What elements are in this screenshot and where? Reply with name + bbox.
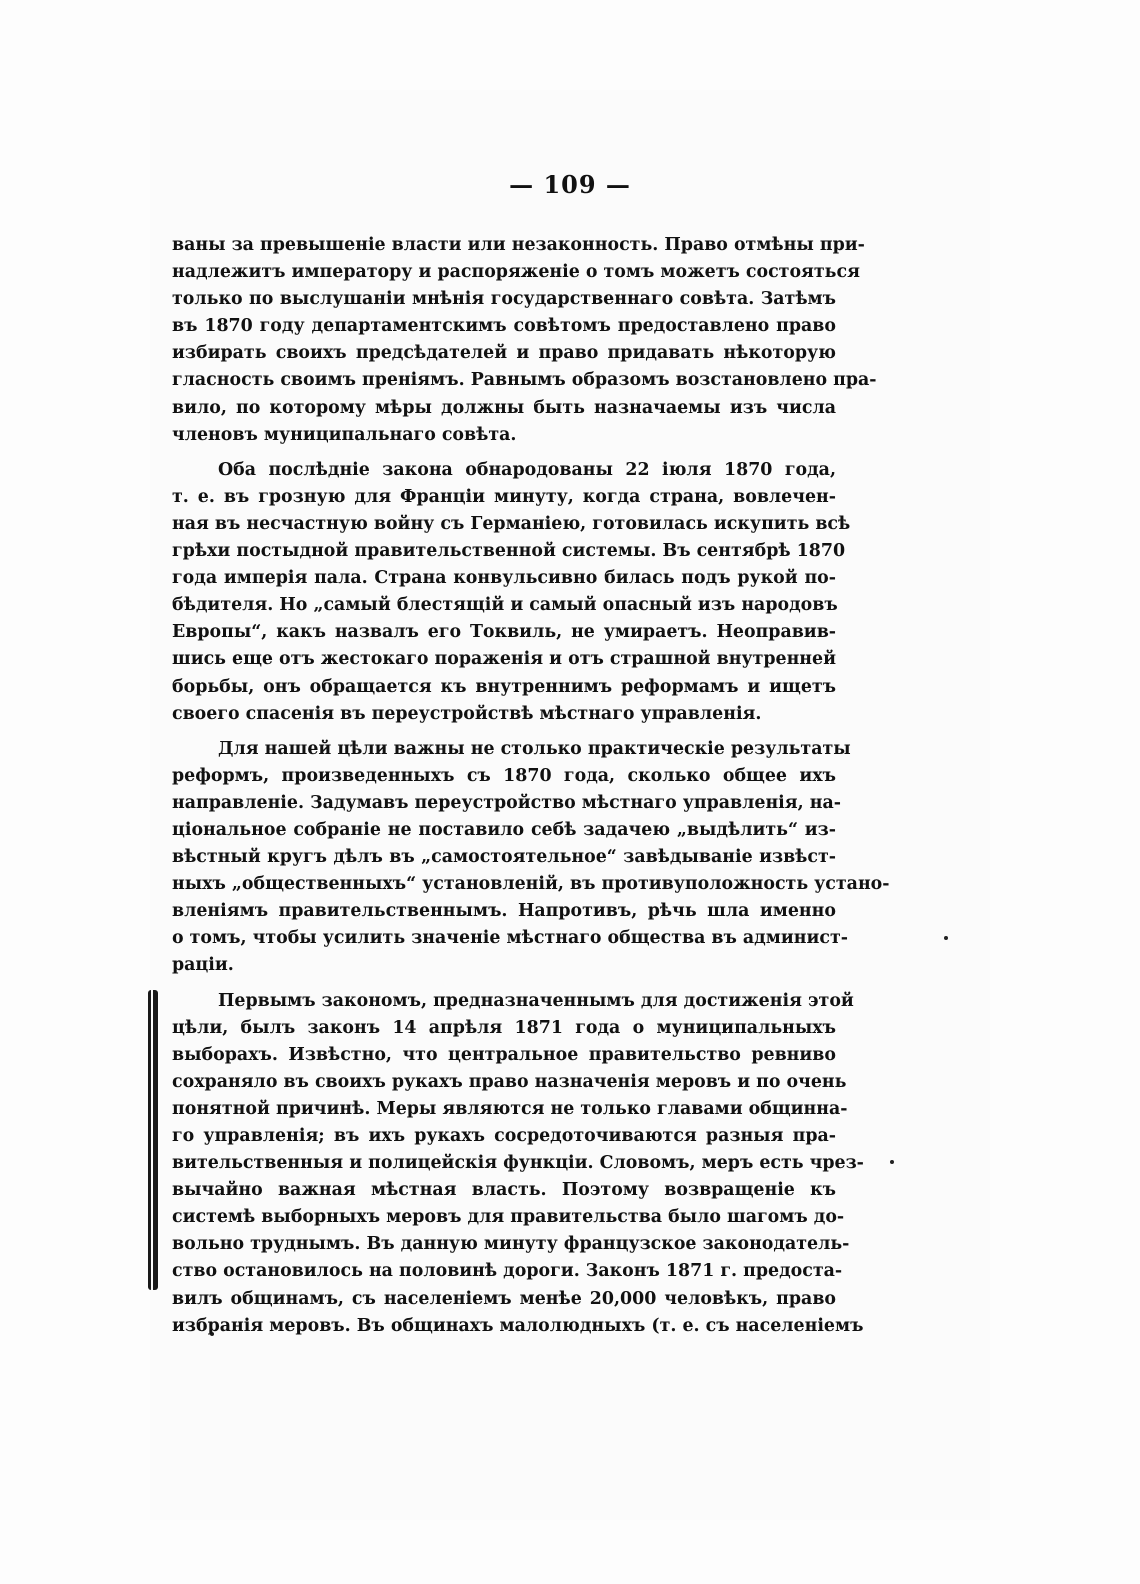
text-line: вычайно важная мѣстная власть. Поэтому возвращеніе къ	[172, 1180, 836, 1201]
text-line: ная въ несчастную войну съ Германіею, готовилась искупить всѣ	[172, 513, 851, 534]
text-line: о томъ, чтобы усилить значеніе мѣстнаго общества въ админист-	[172, 928, 848, 949]
text-line: выборахъ. Извѣстно, что центральное правительство ревниво	[172, 1044, 836, 1065]
text-line: грѣхи постыдной правительственной системы. Въ сентябрѣ 1870	[172, 541, 846, 562]
text-line: борьбы, онъ обращается къ внутреннимъ реформамъ и ищетъ	[172, 676, 836, 697]
text-line: направленіе. Задумавъ переустройство мѣстнаго управленія, на-	[172, 792, 841, 813]
text-line: Европы“, какъ назвалъ его Токвиль, не умираетъ. Неоправив-	[172, 622, 836, 643]
text-line: надлежитъ императору и распоряженіе о томъ можетъ состояться	[172, 262, 860, 283]
text-line: своего спасенія въ переустройствѣ мѣстнаго управленія.	[172, 703, 762, 724]
text-line: вѣстный кругъ дѣлъ въ „самостоятельное“ завѣдываніе извѣст-	[172, 847, 836, 868]
paragraph-gap	[172, 980, 836, 988]
text-line: шись еще отъ жестокаго пораженія и отъ страшной внутренней	[172, 649, 837, 670]
margin-ink-mark	[148, 990, 158, 1290]
text-line: только по выслушаніи мнѣнія государственнаго совѣта. Затѣмъ	[172, 289, 836, 310]
body-text	[172, 232, 890, 1340]
text-line: ваны за превышеніе власти или незаконность. Право отмѣны при-	[172, 235, 865, 255]
ink-speck	[944, 936, 948, 940]
paragraph-gap	[172, 728, 836, 736]
text-line: ныхъ „общественныхъ“ установленій, въ противуположность устано-	[172, 874, 890, 895]
text-line: вило, по которому мѣры должны быть назначаемы изъ числа	[172, 397, 836, 418]
text-line: ціональное собраніе не поставило себѣ задачею „выдѣлить“ из-	[172, 819, 836, 840]
text-line: вольно труднымъ. Въ данную минуту французское законодатель-	[172, 1234, 850, 1255]
text-line: Для нашей цѣли важны не столько практическіе результаты	[218, 738, 851, 759]
text-line: ство остановилось на половинѣ дороги. Законъ 1871 г. предоста-	[172, 1261, 843, 1282]
text-line: членовъ муниципальнаго совѣта.	[172, 424, 517, 445]
text-line: го управленія; въ ихъ рукахъ сосредоточиваются разныя пра-	[172, 1126, 836, 1146]
text-line: года имперія пала. Страна конвульсивно билась подъ рукой по-	[172, 568, 836, 589]
text-line: реформъ, произведенныхъ съ 1870 года, сколько общее ихъ	[172, 765, 836, 786]
text-line: понятной причинѣ. Меры являются не только главами общинна-	[172, 1098, 848, 1119]
text-line: вительственныя и полицейскія функціи. Словомъ, меръ есть чрез-	[172, 1153, 864, 1174]
text-line: вилъ общинамъ, съ населеніемъ менѣе 20,000 человѣкъ, право	[172, 1288, 836, 1309]
text-line: бѣдителя. Но „самый блестящій и самый опасный изъ народовъ	[172, 595, 838, 616]
text-line: цѣли, былъ законъ 14 апрѣля 1871 года о муниципальныхъ	[172, 1017, 836, 1038]
paragraph	[172, 457, 851, 728]
text-line: т. е. въ грозную для Франціи минуту, когда страна, вовлечен-	[172, 486, 836, 507]
page-number: — 109 —	[509, 170, 631, 199]
text-line: системѣ выборныхъ меровъ для правительства было шагомъ до-	[172, 1207, 845, 1228]
paragraph	[172, 736, 890, 980]
text-line: въ 1870 году департаментскимъ совѣтомъ предоставлено право	[172, 316, 836, 337]
text-line: вленіямъ правительственнымъ. Напротивъ, рѣчь шла именно	[172, 901, 836, 922]
text-line: Оба послѣдніе закона обнародованы 22 іюля 1870 года,	[218, 459, 836, 480]
ink-speck	[890, 1160, 894, 1164]
paragraph	[172, 988, 864, 1340]
paragraph	[172, 232, 877, 449]
text-line: раціи.	[172, 955, 234, 976]
text-line: избранія меровъ. Въ общинахъ малолюдныхъ (т. е. съ населеніемъ	[172, 1315, 864, 1336]
text-line: избирать своихъ предсѣдателей и право придавать нѣкоторую	[172, 343, 836, 364]
text-line: сохраняло въ своихъ рукахъ право назначенія меровъ и по очень	[172, 1071, 847, 1092]
paragraph-gap	[172, 449, 836, 457]
text-line: гласность своимъ преніямъ. Равнымъ образомъ возстановлено пра-	[172, 370, 877, 391]
text-line: Первымъ закономъ, предназначеннымъ для достиженія этой	[218, 990, 854, 1011]
